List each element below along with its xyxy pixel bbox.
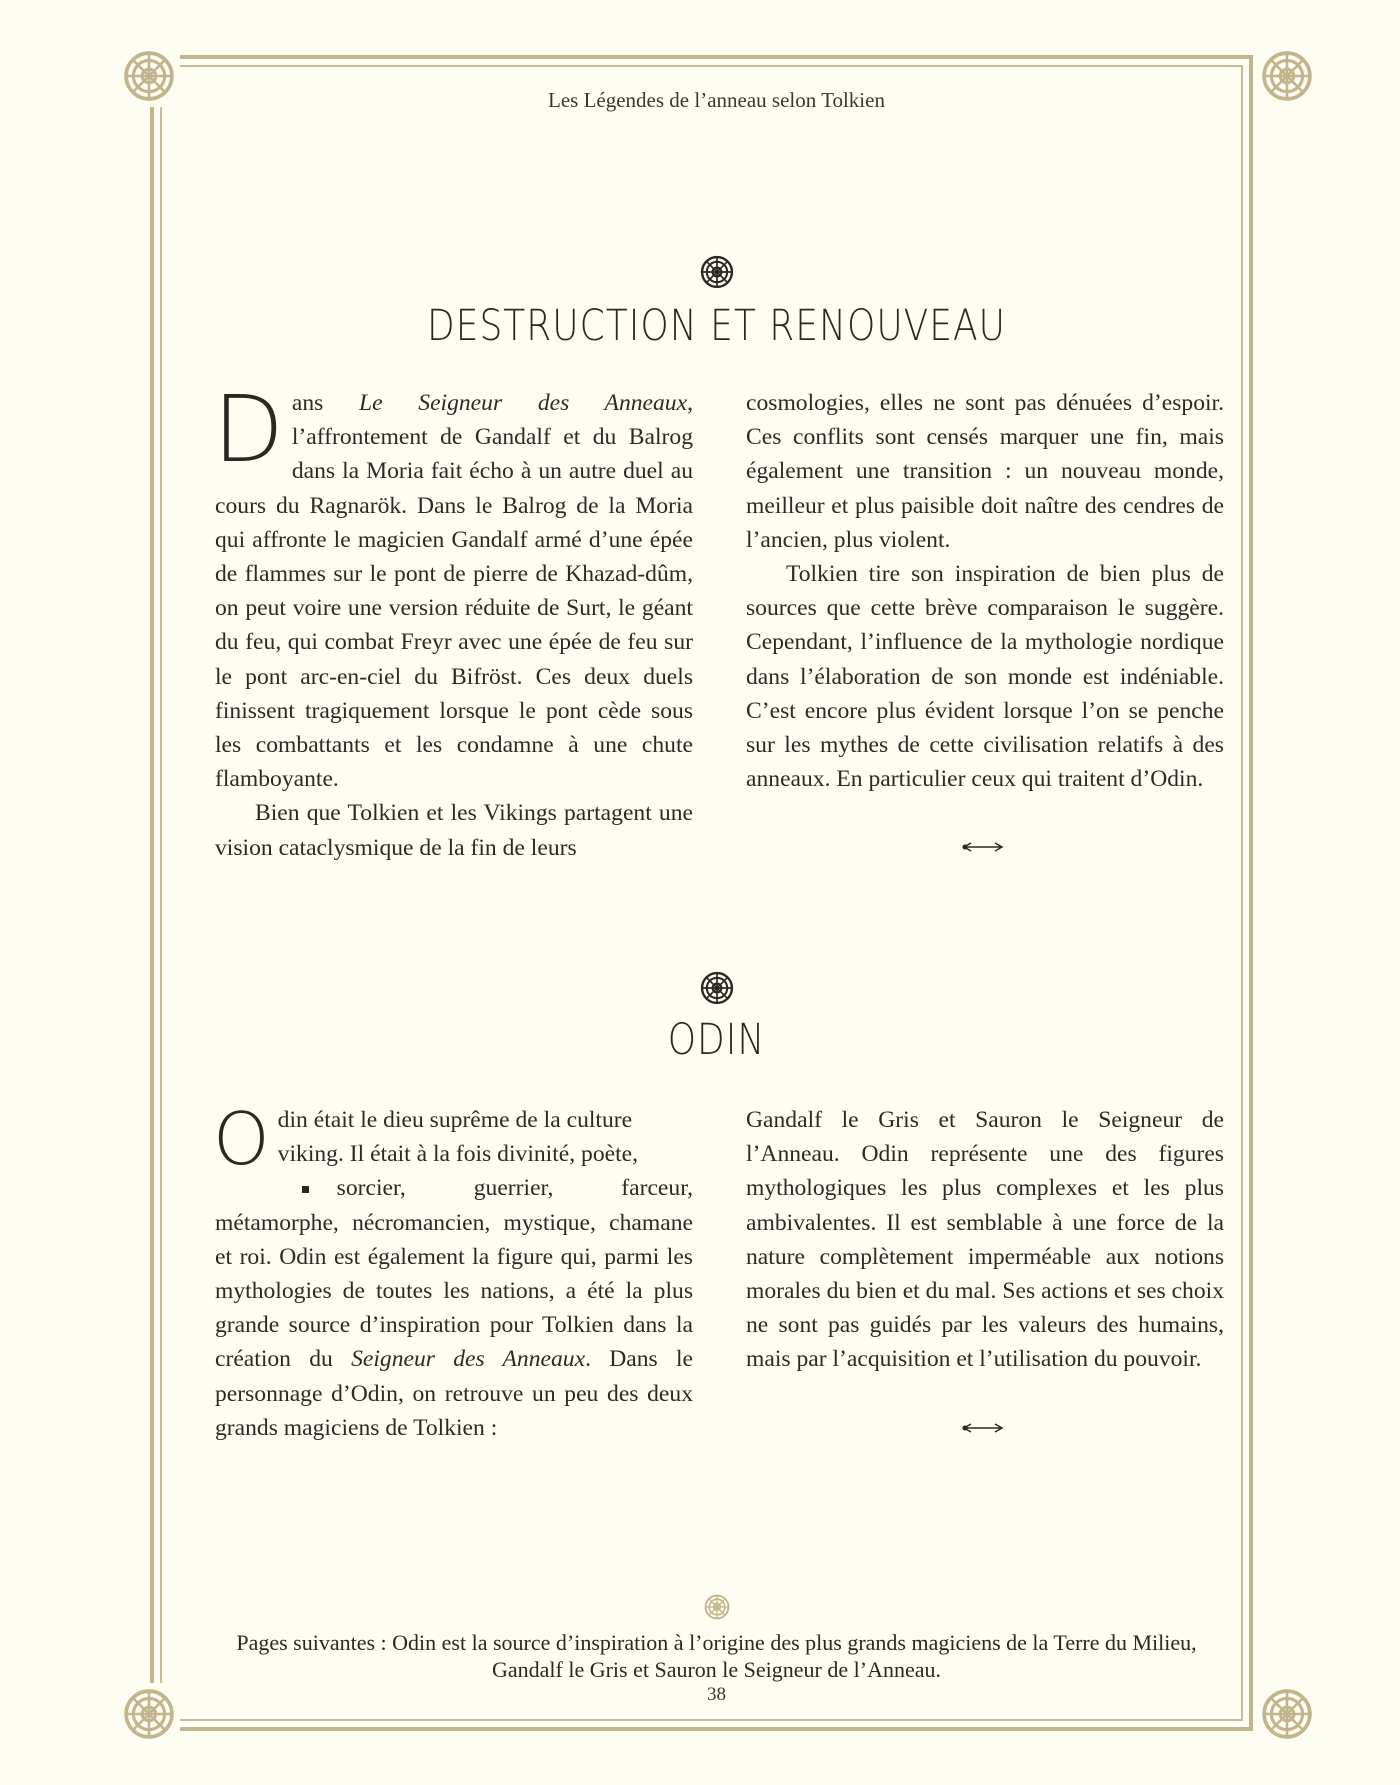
celtic-knot-icon: [700, 971, 734, 1005]
paragraph-text: . Dans le personnage d’Odin, on retrouve un peu des deux grands magiciens de Tolkien :: [215, 1346, 693, 1441]
paragraph-text: sorcier, guerrier, farceur, métamorphe,: [215, 1175, 693, 1236]
paragraph-text: viking. Il était à la fois divinité, poète,: [277, 1141, 639, 1168]
tailpiece-arrow-icon: [961, 1421, 1005, 1433]
celtic-knot-icon: [700, 255, 734, 289]
caption-line: Pages suivantes : Odin est la source d’inspiration à l’origine des plus grands magiciens de la Terre du Milieu,: [236, 1630, 1197, 1655]
section-heading-odin: ODIN: [667, 1016, 766, 1065]
paragraph-text: Gandalf le Gris et Sauron le Seigneur de l’Anneau. Odin représente une des figures mythologiques les plus complexes et les plus ambivalentes. Il est semblable à une force de la nature complètement imperméable aux notions morales du bien et du mal. Ses actions et ses choix ne sont pas guidés par les valeurs des humains, mais par l’acquisition et l’utilisation du pouvoir.: [746, 1107, 1224, 1373]
book-title: Seigneur des Anneaux: [351, 1346, 586, 1373]
caption-line: Gandalf le Gris et Sauron le Seigneur de l’Anneau.: [491, 1657, 942, 1682]
paragraph-text: , l’affrontement de Gandalf et du Balrog dans la Moria fait écho à un autre duel au cours du Ragnarök. Dans le Balrog de la Moria qui affronte le magicien Gandalf armé d’une épée de flammes sur le pont de pierre de Khazad-dûm, on peut voire une version réduite de Surt, le géant du feu, qui combat Freyr avec une épée de feu sur le pont arc-en-ciel du Bifröst. Ces deux duels finissent tragiquement lorsque le pont cède sous les combattants et les condamne à une chute flamboyante.: [215, 390, 693, 793]
figure-caption: [0, 1629, 1400, 1683]
drop-cap: O: [213, 1097, 270, 1181]
square-bullet-icon: [302, 1186, 309, 1193]
tailpiece-arrow-icon: [961, 840, 1005, 852]
paragraph-text: din était le dieu suprême de la culture: [277, 1107, 633, 1133]
section2-right-column: [746, 1103, 1224, 1377]
section-heading-destruction: DESTRUCTION ET RENOUVEAU: [426, 302, 1007, 351]
running-head: Les Légendes de l’anneau selon Tolkien: [548, 88, 885, 112]
drop-cap: D: [213, 376, 284, 483]
paragraph-text: Tolkien tire son inspiration de bien plus de sources que cette brève comparaison le suggère. Cependant, l’influence de la mythologie nordique dans l’élaboration de son monde est indéniable. C’est encore plus évident lorsque l’on se penche sur les mythes de cette civilisation relatifs à des anneaux. En particulier ceux qui traitent d’Odin.: [746, 561, 1224, 793]
celtic-knot-icon: [704, 1594, 730, 1620]
paragraph-text: cosmologies, elles ne sont pas dénuées d’espoir. Ces conflits sont censés marquer une fin, mais également une transition : un nouveau monde, meilleur et plus paisible doit naître des cendres de l’ancien, plus violent.: [746, 390, 1224, 553]
paragraph-text: nécromancien, mystique, chamane et roi. Odin est également la figure qui, parmi les mythologies de toutes les nations, a été la plus grande source d’inspiration pour Tolkien dans la création du: [215, 1209, 694, 1373]
paragraph-text: ans: [291, 390, 359, 416]
section2-left-column: [213, 1097, 694, 1445]
page-number: 38: [707, 1684, 726, 1705]
section1-right-column: [746, 386, 1224, 796]
paragraph-text: Bien que Tolkien et les Vikings partagent une vision cataclysmique de la fin de leurs: [215, 800, 693, 861]
book-title: Le Seigneur des Anneaux: [358, 390, 688, 416]
section1-left-column: [213, 376, 693, 865]
